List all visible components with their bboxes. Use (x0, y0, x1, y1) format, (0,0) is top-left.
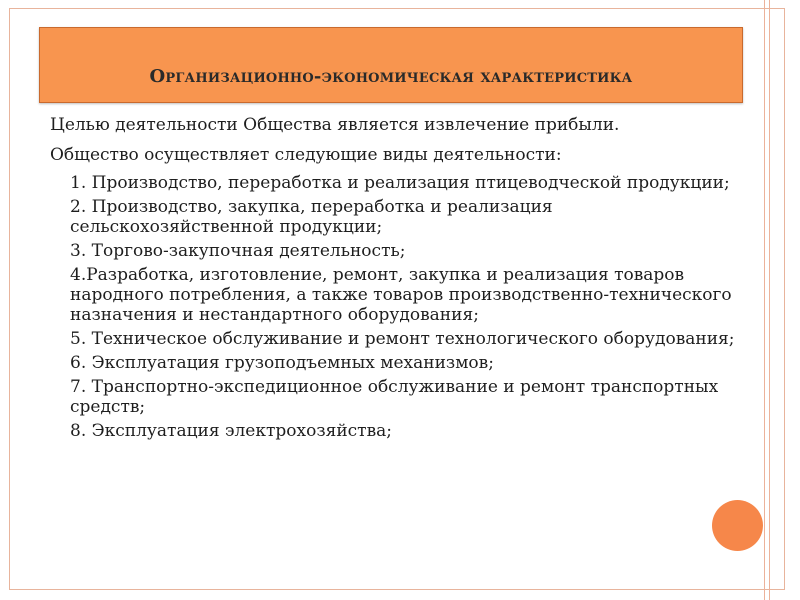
list-item-text: 2. Производство, закупка, переработка и реализация сельскохозяйственной продукции; (70, 197, 553, 237)
list-item-text: 1. Производство, переработка и реализация птицеводческой продукции; (70, 173, 730, 193)
list-item-text: 6. Эксплуатация грузоподъемных механизмов; (70, 353, 494, 373)
decorative-circle (712, 500, 763, 551)
list-item (46, 265, 746, 325)
intro-line-activities: Общество осуществляет следующие виды деятельности: (50, 145, 562, 165)
list-item (46, 353, 746, 373)
list-item (46, 329, 746, 349)
list-item-text: 8. Эксплуатация электрохозяйства; (70, 421, 393, 441)
decorative-rule (764, 0, 765, 600)
list-item (46, 421, 746, 441)
list-item (46, 173, 746, 193)
list-item (46, 197, 746, 237)
intro-line-goal: Целью деятельности Общества является извлечение прибыли. (50, 115, 620, 135)
slide-body (46, 114, 746, 445)
list-item-text: 5. Техническое обслуживание и ремонт технологического оборудования; (70, 329, 735, 349)
title-bar (39, 27, 743, 103)
list-item-text: 4.Разработка, изготовление, ремонт, закупка и реализация товаров народного потребления, а также товаров производственно-технического назначения и нестандартного оборудования; (70, 265, 732, 325)
list-item (46, 377, 746, 417)
activity-list (46, 173, 746, 441)
decorative-rule (769, 0, 770, 600)
slide-title: Организационно-экономическая характеристика (149, 66, 633, 87)
list-item-text: 7. Транспортно-экспедиционное обслуживание и ремонт транспортных средств; (70, 377, 719, 417)
list-item (46, 241, 746, 261)
list-item-text: 3. Торгово-закупочная деятельность; (70, 241, 406, 261)
